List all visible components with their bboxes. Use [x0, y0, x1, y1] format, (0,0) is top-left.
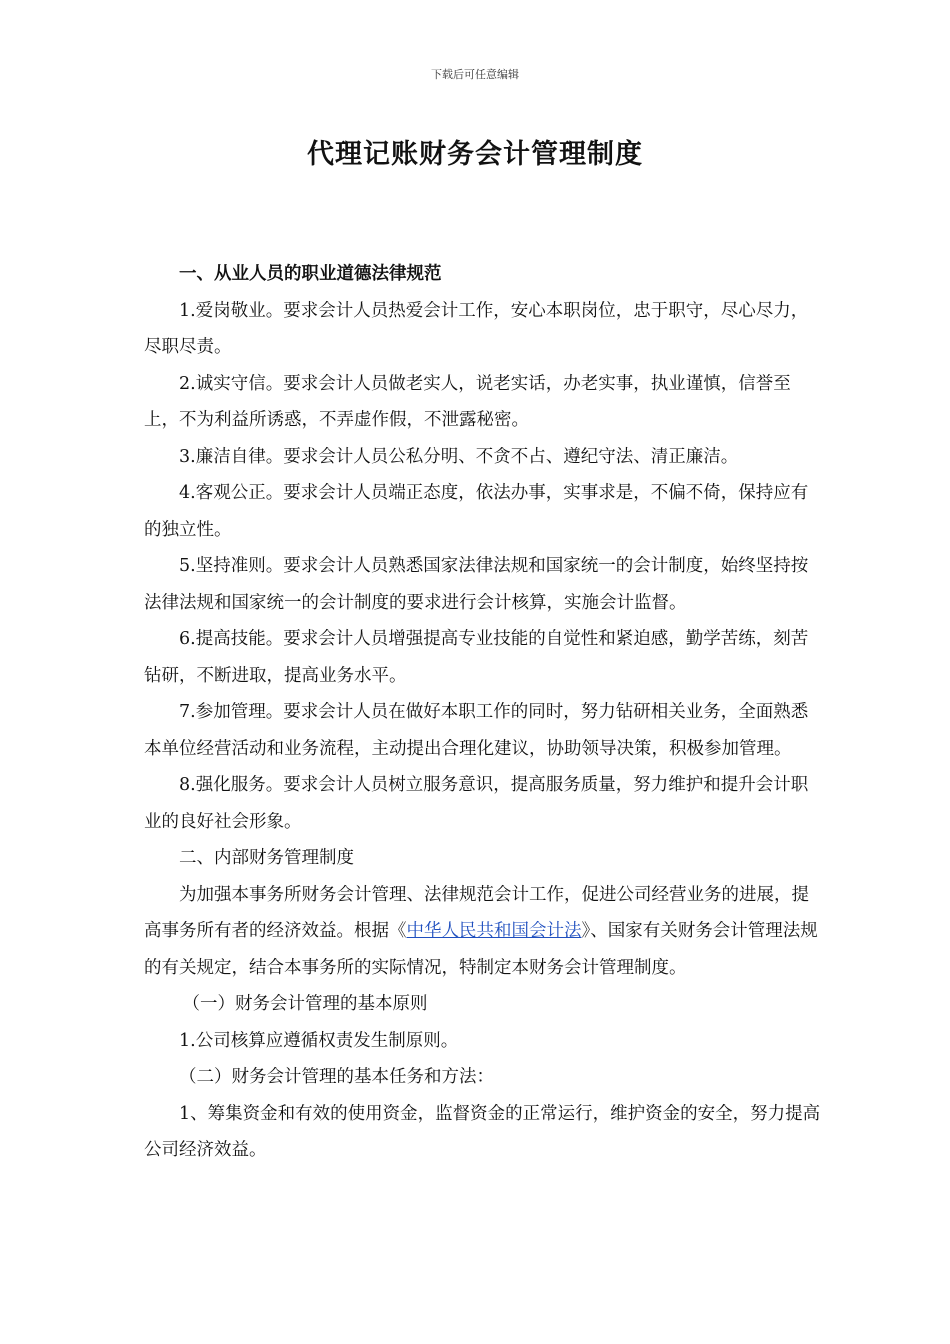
section-2-sub-1-item: 1.公司核算应遵循权责发生制原则。 — [179, 1030, 459, 1051]
section-2-sub-2-heading: （二）财务会计管理的基本任务和方法： — [179, 1067, 494, 1087]
page-header-note: 下载后可任意编辑 — [431, 68, 519, 81]
section-1-item-5: 5.坚持准则。要求会计人员熟悉国家法律法规和国家统一的会计制度，始终坚持按法律法规和国家统一的会计制度的要求进行会计核算，实施会计监督。 — [144, 556, 809, 613]
document-title: 代理记账财务会计管理制度 — [307, 139, 643, 170]
section-1-heading: 一、从业人员的职业道德法律规范 — [179, 264, 442, 284]
section-1-item-8: 8.强化服务。要求会计人员树立服务意识，提高服务质量，努力维护和提升会计职业的良好社会形象。 — [144, 775, 809, 832]
section-1-item-3: 3.廉洁自律。要求会计人员公私分明、不贪不占、遵纪守法、清正廉洁。 — [179, 446, 739, 467]
section-2-intro-after: 》、国家有关财务会计管理法规的有关规定，结合本事务所的实际情况，特制定本财务会计管理制度。 — [144, 921, 818, 978]
section-2-sub-1-heading: （一）财务会计管理的基本原则 — [182, 994, 428, 1014]
section-1-item-2: 2.诚实守信。要求会计人员做老实人，说老实话，办老实事，执业谨慎，信誉至上，不为利益所诱惑，不弄虚作假，不泄露秘密。 — [144, 373, 791, 430]
section-1-item-7: 7.参加管理。要求会计人员在做好本职工作的同时，努力钻研相关业务，全面熟悉本单位经营活动和业务流程，主动提出合理化建议，协助领导决策，积极参加管理。 — [144, 702, 809, 759]
section-2-intro — [144, 877, 824, 987]
section-1-item-6: 6.提高技能。要求会计人员增强提高专业技能的自觉性和紧迫感，勤学苦练，刻苦钻研，不断进取，提高业务水平。 — [144, 629, 809, 686]
section-2-intro-before: 为加强本事务所财务会计管理、法律规范会计工作，促进公司经营业务的进展，提高事务所有者的经济效益。根据《 — [144, 884, 809, 941]
document-body — [144, 256, 824, 1169]
section-2-heading: 二、内部财务管理制度 — [179, 848, 354, 868]
section-1-item-1: 1.爱岗敬业。要求会计人员热爱会计工作，安心本职岗位，忠于职守，尽心尽力，尽职尽责。 — [144, 300, 809, 357]
section-2-sub-2-item: 1、筹集资金和有效的使用资金，监督资金的正常运行，维护资金的安全，努力提高公司经济效益。 — [144, 1103, 821, 1160]
accounting-law-link[interactable]: 中华人民共和国会计法 — [406, 921, 582, 941]
section-1-item-4: 4.客观公正。要求会计人员端正态度，依法办事，实事求是，不偏不倚，保持应有的独立性。 — [144, 483, 809, 540]
